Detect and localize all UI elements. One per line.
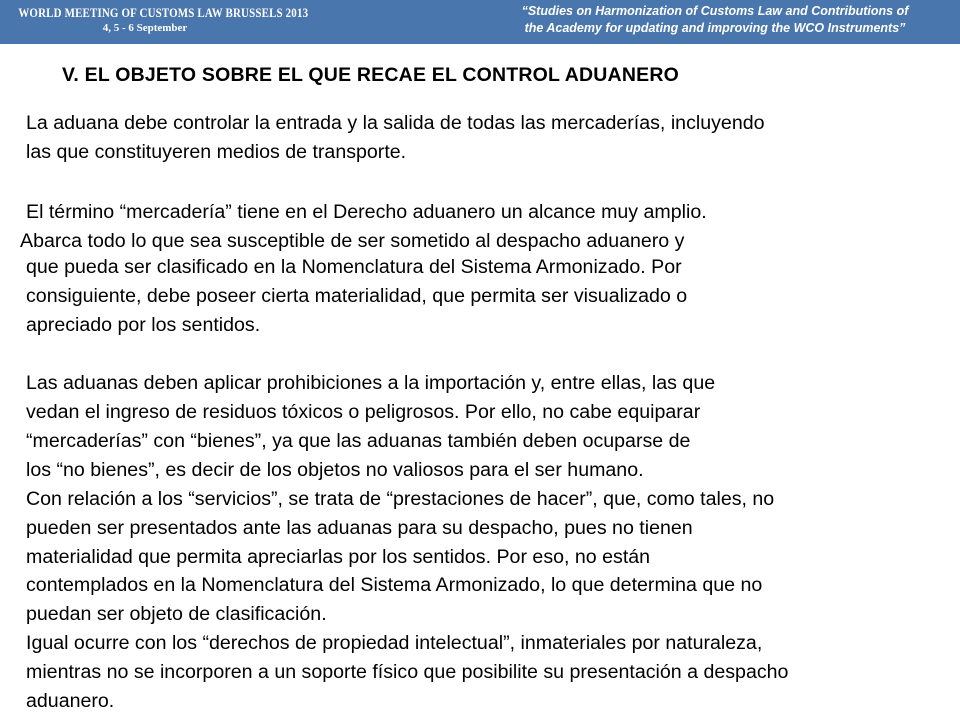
paragraph-line: vedan el ingreso de residuos tóxicos o peligrosos. Por ello, no cabe equiparar — [26, 401, 701, 423]
paragraph-line: Las aduanas deben aplicar prohibiciones a la importación y, entre ellas, las que — [26, 372, 716, 394]
paragraph-line: que pueda ser clasificado en la Nomenclatura del Sistema Armonizado. Por — [26, 256, 682, 278]
paragraph-line: Con relación a los “servicios”, se trata de “prestaciones de hacer”, que, como tales, no — [26, 488, 775, 510]
paragraph-line: aduanero. — [26, 690, 115, 712]
studies-line-1: “Studies on Harmonization of Customs Law and Contributions of — [521, 4, 909, 18]
paragraph-line: Abarca todo lo que sea susceptible de ser sometido al despacho aduanero y — [20, 230, 685, 252]
paragraph-line: pueden ser presentados ante las aduanas para su despacho, pues no tienen — [26, 517, 693, 539]
header-banner — [0, 0, 960, 44]
paragraph-line: mientras no se incorporen a un soporte físico que posibilite su presentación a despacho — [26, 661, 789, 683]
paragraph-line: “mercaderías” con “bienes”, ya que las aduanas también deben ocuparse de — [26, 430, 691, 452]
paragraph-line: las que constituyeren medios de transporte. — [26, 141, 407, 163]
paragraph-line: consiguiente, debe poseer cierta materialidad, que permita ser visualizado o — [26, 285, 688, 307]
paragraph-line: materialidad que permita apreciarlas por los sentidos. Por eso, no están — [26, 546, 651, 568]
paragraph-line: apreciado por los sentidos. — [26, 314, 261, 336]
section-title: V. EL OBJETO SOBRE EL QUE RECAE EL CONTROL ADUANERO — [62, 64, 679, 86]
paragraph-line: La aduana debe controlar la entrada y la salida de todas las mercaderías, incluyendo — [26, 112, 765, 134]
paragraph-line: los “no bienes”, es decir de los objetos no valiosos para el ser humano. — [26, 459, 644, 481]
studies-line-2: the Academy for updating and improving the WCO Instruments” — [524, 21, 906, 35]
paragraph-line: El término “mercadería” tiene en el Derecho aduanero un alcance muy amplio. — [26, 201, 707, 223]
paragraph-line: contemplados en la Nomenclatura del Sistema Armonizado, lo que determina que no — [26, 574, 763, 596]
paragraph-line: puedan ser objeto de clasificación. — [26, 603, 327, 625]
studies-subtitle — [470, 3, 960, 37]
meeting-dates: 4, 5 - 6 September — [102, 22, 188, 34]
meeting-title: WORLD MEETING OF CUSTOMS LAW BRUSSELS 2013 — [18, 6, 309, 20]
paragraph-line: Igual ocurre con los “derechos de propiedad intelectual”, inmateriales por naturaleza, — [26, 632, 763, 654]
